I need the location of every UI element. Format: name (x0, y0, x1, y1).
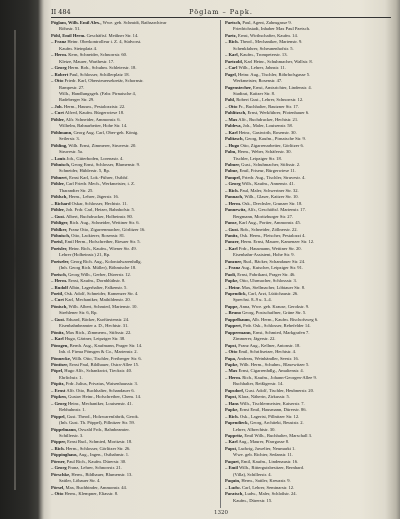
entry-details: Frdr. Julius, Privatus, Waisenhausstr. 3. (64, 381, 138, 387)
entry-name: – Karl, (225, 52, 239, 58)
entry-details: Osk., Drechsler, Grunaer Str. 18. (241, 200, 303, 206)
entry-details: Aug., Ingen., Ostbahnstr. 1. (77, 452, 130, 458)
entry-details: Sattler, Löbauer Str. 4. (59, 478, 101, 484)
entry-name: Palme, (225, 168, 239, 174)
entry-details: Heinr. Rich., Kaufm., Wiener Str. 49. (67, 245, 137, 251)
entry-name: Pappelbaum, (225, 316, 251, 322)
entry-details: Alfred, Kaufm. Bürgerwiese 18. (63, 110, 125, 116)
entry-details: Andreas, Weinhändler, Seestr. 16. (236, 355, 300, 361)
entry-name: – Curt (51, 110, 64, 116)
entry-name: Paquet, (225, 458, 240, 464)
entry-details: Emil, Kaufm., Lindenaustr. 16. (239, 458, 299, 464)
entry-details: Georg Rich. Aug., Kolonialwarenhdlg. (69, 258, 142, 264)
entry-details: Ernst Paul, Bildhauer, Ostra-Allee 15. (68, 362, 140, 368)
entry-details: Geschäftsf. Meißner Str. 14. (85, 32, 139, 38)
entry-details: Heinr., Mechaniker, Louisenstr. 41. (66, 400, 133, 406)
entry-name: – Emil (225, 465, 238, 471)
entry-details: Gustav Heinr., Hofschreiber, Chem. 14. (66, 394, 142, 400)
entry-name: – Rich. (225, 413, 239, 419)
entry-name: Palm, (225, 149, 237, 155)
entry-name: – Otto (51, 491, 64, 497)
entry-details: Aug., Kutscher, Leipziger Str. 91. (240, 265, 304, 271)
entry-name: – Franz (225, 265, 241, 271)
entry-name: – Max (225, 368, 238, 374)
entry-details: (Inh. Georg Rich. Müller), Böhmische 18. (59, 265, 137, 271)
entry-name: Panzner, (225, 258, 243, 264)
entry-name: Papsdorf, (225, 387, 245, 393)
entry-name: Pöhler, (51, 181, 65, 187)
entry-details: Kaufm., Dürerstr. 15. (233, 497, 273, 503)
entry-name: – Rudolf (51, 284, 68, 290)
spine-shadow (14, 30, 16, 490)
entry-name: – Karl (225, 245, 238, 251)
entry-name: Paratsch, (225, 491, 244, 497)
entry-details: Bernh. Aug., Kaufmann, Prager Str. 14. (68, 342, 143, 348)
entry-name: Pappritz, (225, 433, 244, 438)
entry-name: – Franz (51, 39, 67, 45)
entry-name: Pagenstecher, (225, 84, 252, 90)
entry-details: Carl, Lehrer, Seminarstr. 12. (240, 484, 295, 490)
entry-details: Inh. d. Firma Pönsgen & Co., Marienstr. 2. (59, 349, 138, 355)
entry-name: – Gust. (225, 226, 240, 232)
entry-details: Georg, Kaufm., Pirnaische Str. 9. (243, 136, 306, 142)
entry-name: – Herm. (51, 52, 68, 58)
right-column (225, 20, 390, 504)
entry-details: Herm., Hausm., Pestalozzistr. 22. (62, 103, 126, 109)
entry-details: Paul, Maler, Schweriner Str. 32. (238, 187, 299, 193)
entry-name: Pahl, (225, 97, 236, 103)
page-title: Pöglam – Papk. (189, 8, 253, 16)
entry-details: Albin, Lagerhalter, Falkenstr. 5. (67, 284, 128, 290)
entry-details: Rud., Bäcker, Schandauer Str. 24. (242, 258, 306, 264)
entry-details: Schneider, Hüblerstr. 5, Rp. (59, 168, 110, 174)
entry-name: – Joh. (51, 103, 63, 109)
entry-name: Pannewitz, (225, 207, 247, 213)
entry-name: Poeisch, (51, 271, 67, 277)
entry-details: Franz Aug., Kellner, Antonstr. 18. (237, 342, 301, 348)
entry-name: – Heinr. (225, 284, 241, 290)
entry-details: Herm. Rob., Schuhm. Schleierstr. 18. (66, 65, 137, 71)
entry-details: Kaufm. Steinplatz 4. (59, 45, 98, 51)
entry-details: Klara, Näherin, Zirkusstr. 5. (237, 394, 290, 400)
entry-details: Herm., Bildhauer, Blumenstr. 13. (70, 471, 133, 477)
entry-details: Wilh. Ernst, Zimmerer, Struvestr. 20. (67, 142, 137, 148)
entry-name: Pönisch, (51, 303, 68, 309)
entry-name: Pöntiser, (51, 362, 69, 368)
entry-details: Gust., Schuhmacher, Stiftsstr. 2. (240, 161, 301, 167)
entry-name: Pappermann, (225, 329, 252, 335)
entry-name: Papendick, (225, 291, 247, 297)
entry-details: Herm., Schlosser, Görlitzer Str. 26. (64, 445, 131, 451)
entry-name: Pöppelmann, (51, 426, 77, 432)
entry-name: Papke, (225, 278, 239, 284)
entry-details: Heinr. Oberkontrolleur i. Z. 4, Südvorst. (66, 39, 142, 45)
entry-name: – Robert (51, 71, 69, 77)
entry-details: Osk. Adolf, Schneider, Kamenzer Str. 4. (63, 291, 139, 297)
entry-details: Karl, Mechaniker, Mathildenstr. 20. (63, 297, 131, 303)
entry-name: Pöhnert, (51, 174, 68, 180)
entry-name: Poeitl, (51, 291, 64, 297)
entry-name: – Otto (51, 78, 64, 84)
entry-name: Pöhlsch, (51, 194, 68, 200)
entry-details: Seilerstr. 3. (59, 136, 80, 142)
entry-details: Tischler, Leipziger Str. 18. (233, 155, 282, 161)
entry-details: Rampestr. 27. (59, 84, 85, 90)
entry-name: Paoli, (225, 271, 237, 277)
entry-details: Wwe. geb. Schmidt, Rathsarchivar (101, 20, 167, 25)
entry-details: Wwe. geb. Richter, Sedanstr. 11. (233, 452, 293, 458)
entry-details: Rich. Aug., Schneider, Wettiner Str. 6. (68, 220, 140, 226)
entry-name: Papke, (225, 407, 239, 413)
entry-details: Herm., Lehrer, Jägerstr. 16. (67, 194, 119, 200)
entry-name: – Gust. (51, 316, 66, 322)
entry-details: Joh., Güterboden, Lorenzstr. 4. (65, 155, 124, 161)
entry-details: Oskar, Schlosser, Hechtstr. 11. (70, 200, 128, 206)
entry-details: Strehlener Str. 6, Rp. (59, 310, 98, 316)
entry-details: Herm., Klempner, Eliasstr. 8. (63, 491, 119, 497)
entry-details: Eisenbahn-Assistent, Hohe Str. 9. (233, 252, 295, 258)
entry-details: Eisenbahnbeamter a. D., Hechtstr. 31. (59, 323, 129, 329)
entry-details: Struvestr. 5a. (59, 149, 84, 155)
entry-details: Osk., Lagerist, Pillnitzer Str. 12. (238, 413, 300, 419)
entry-name: Papst, (225, 445, 238, 451)
entry-details: Wilh. Albert, Schmied, Marienstr. 10. (67, 303, 138, 309)
entry-name: – Hugo (225, 142, 240, 148)
entry-name: – Gust. (51, 213, 66, 219)
entry-name: Pöhlker, (51, 226, 68, 232)
entry-details: Werkmeister, Rosenstr. 47. (233, 78, 283, 84)
entry-details: Heinr. Aug., Tischler, Röhrhofsgasse 5. (236, 71, 311, 77)
directory-entry (225, 498, 390, 504)
left-column (51, 20, 216, 498)
entry-name: Pörschke, (51, 471, 71, 477)
entry-details: Eduard, Bäcker, Kurfürstenstr. 24. (65, 316, 130, 322)
entry-details: Joh. Frdr. Carl, Heizer, Bahnhofstr. 5. (64, 207, 135, 213)
entry-name: – Rich. (51, 445, 65, 451)
entry-details: Rob., Schneider, Zöllnerstr. 22. (239, 226, 298, 232)
entry-details: (Villa), Schillerstr. 4. (233, 471, 272, 477)
entry-details: Alfr., Geschäftsf. Marienstr. 17. (246, 207, 306, 213)
entry-name: Paquin, (225, 478, 241, 484)
directory-entry (51, 491, 216, 497)
entry-name: – Georg (225, 181, 241, 187)
entry-details: Ehrlichstr. 1. (59, 374, 83, 380)
entry-details: Karl Aug., Portier, Ammonstr. 45. (237, 220, 302, 226)
entry-name: – Rich. (225, 39, 239, 45)
entry-details: Ernst Rud., Schmied, Moritzstr. 18. (66, 439, 133, 445)
entry-details: Karl Heinr., Schuhmacher, Wallstr. 8. (243, 58, 313, 64)
entry-details: Friedrichstadt, Inhaber Max Paul Paetsch. (233, 26, 311, 32)
entry-name: Papst, (225, 342, 238, 348)
entry-details: Carl Friedr. Mech., Werkmeister, i. Z. (64, 181, 136, 187)
entry-details: Ludwig, Juwelier, Neumarkt 1. (237, 445, 296, 451)
entry-name: – Herm. (225, 200, 242, 206)
header-rule (51, 17, 391, 18)
entry-details: Emil, Schriftsetzer, Hechtstr. 4. (237, 349, 297, 355)
entry-details: Alfr., Buchdrucker, Hechtstr. 21. (237, 116, 299, 122)
entry-name: Pöpel, (51, 368, 64, 374)
entry-name: – Georg (51, 400, 67, 406)
entry-details: Alfr. Schneider, Ammonstr. 6. (64, 116, 121, 122)
page-number: II 484 (51, 8, 71, 16)
entry-details: Gust. Adolf, Tischler, Heubnerstr. 20. (244, 387, 315, 393)
entry-details: Ernst Karl, Lok.-Führer, Ostbhf. (67, 174, 129, 180)
entry-details: Georg Aug. Carl, Ober-geh. König. (72, 129, 139, 135)
entry-details: Wilh., Handlungsgeh. (Fabr. Pirnaische 4, (59, 90, 137, 96)
entry-name: – Karl (51, 336, 64, 342)
entry-name: Panitz, (225, 232, 239, 238)
entry-name: Poeisl, (51, 239, 64, 245)
entry-details: Max Rich., Zimmerm., Stiftsstr. 22. (64, 329, 132, 335)
entry-details: Radeberger Str. 29. (59, 97, 95, 103)
book-spine (0, 0, 44, 519)
entry-details: Friedr. Aug., Tischler, Struvestr. 4. (240, 174, 306, 180)
entry-name: Papke, (225, 362, 239, 368)
entry-details: Max, Stellmacher, Löbtauer Str. 8. (240, 284, 306, 290)
entry-details: Wilh. Otto, Tischler, Freiberger Str. 6. (71, 355, 142, 361)
entry-details: Frdr., Hausmann, Wettiner Str. 20. (237, 245, 302, 251)
entry-details: Schenkfahrer, Scheunenhofstr. 5. (233, 45, 294, 51)
entry-details: Otto, Lackierer, Rosenstr. 81. (70, 232, 126, 238)
entry-name: – Curt (51, 297, 64, 303)
entry-name: Pöhnisch, (51, 232, 71, 238)
page-footer: 1320 (214, 510, 228, 516)
entry-name: Pörner, (51, 458, 66, 464)
entry-details: Ernst, Amtsrichter, Lindenstr. 4. (251, 84, 312, 90)
entry-name: – Hans (225, 400, 239, 406)
entry-details: Buchhalter, Reißigerstr. 14. (233, 381, 284, 387)
entry-details: Wilh., Glaser, Kaitzer Str. 10. (243, 194, 299, 200)
entry-details: Lehrer, Albrechtstr. 30. (233, 426, 276, 432)
entry-details: Ernst Emil, Hausmann, Dürerstr. 86. (238, 407, 307, 413)
entry-details: Ernst, Kaufm., Dornblüthstr. 8. (67, 278, 126, 284)
entry-details: Wilh., Tischlermeister, Kaiserstr. 7. (238, 400, 305, 406)
entry-name: Paetzold, (225, 58, 243, 64)
entry-details: Herm., Weber, Schäferstr. 30. (236, 149, 292, 155)
entry-name: – Rich. (225, 187, 239, 193)
entry-details: Herm., Sattler, Kreuzstr. 9. (240, 478, 291, 484)
entry-details: Zimmerer, Jägerstr. 22. (233, 336, 276, 342)
entry-name: Pöhler, (51, 207, 65, 213)
entry-details: Theod., Mechaniker, Marienstr. 9. (238, 39, 303, 45)
entry-name: – Georg (51, 465, 67, 471)
entry-name: – Carl (225, 65, 238, 71)
entry-details: Georg, Architekt, Beuststr. 2. (248, 420, 304, 426)
entry-details: Rich., Kaufm., Johann-Georgen-Allee 9. (241, 374, 317, 380)
entry-details: Georg Wilh., Gerber, Dürerstr. 12. (66, 271, 131, 277)
entry-details: Franz, Lehrer, Schnorrstr. 21. (66, 465, 122, 471)
entry-name: Pöhliger, (51, 220, 69, 226)
entry-name: Pöppel, (51, 413, 66, 419)
entry-name: – Ernst (51, 387, 66, 393)
entry-name: Panzer, (225, 239, 240, 245)
entry-name: – Otto (225, 103, 238, 109)
entry-name: Papst, (225, 394, 238, 400)
entry-details: Oswald Frdr., Bahnbeamter. (76, 426, 130, 432)
entry-details: Alfr. Otto, Buchhalter, Schandauer 6. (65, 387, 135, 393)
entry-name: Pörsel, (51, 484, 65, 490)
entry-details: Ludw., Maler, Schloßstr. 24. (243, 491, 297, 497)
entry-details: Kletze, Maurer, Warthestr. 17. (59, 58, 115, 64)
entry-name: Pöhnisch, (51, 161, 71, 167)
entry-name: Pannach, (225, 194, 244, 200)
entry-details: Otto, Zigarrenarbeiter, Görlitzer 6. (239, 142, 304, 148)
entry-name: Pöpitz, (51, 381, 65, 387)
entry-details: Röhrstr. 51. (59, 26, 81, 32)
entry-details: Carl, Arzt, Lüttichaustr. 26. (246, 291, 299, 297)
entry-name: Poeiseler, (51, 258, 70, 264)
entry-details: Paul, Schlosser, Schillerplatz 18. (68, 71, 130, 77)
entry-name: Palitzsch, (225, 136, 244, 142)
entry-name: – Karl (225, 129, 238, 135)
entry-details: Aug., Maurer, Pfarrgasse 8. (237, 439, 290, 445)
entry-details: Rebhuhnstr. 1. (59, 407, 86, 413)
entry-details: Bergmann, Moritzburger Str. 27. (233, 213, 294, 219)
entry-details: Alb. Herm., Kaufm. Bischofsweg 6. (250, 316, 319, 322)
entry-name: Palmer, (225, 161, 241, 167)
entry-name: – Karl (225, 439, 238, 445)
entry-details: Max, Buchbinder, Ammonstr. 44. (64, 484, 127, 490)
entry-name: Pöhler, (51, 116, 65, 122)
entry-details: Wilh., Kaufm., Annenstr. 41. (240, 181, 295, 187)
entry-name: Pöglam, Wilh. Emil Alex., (51, 20, 102, 25)
entry-name: Paetsch, (225, 20, 242, 25)
entry-details: Joh., Maler, Louisenstr. 58. (241, 123, 293, 129)
entry-details: Paul Rich., Kaufm. Dürerstr. 30. (65, 458, 127, 464)
entry-name: Pahlitzsch, (225, 110, 247, 116)
entry-details: Emil, Friseur, Bürgerwiese 11. (238, 168, 296, 174)
entry-name: Pöhlmann, (51, 129, 73, 135)
entry-details: Schillerstr. 3. (59, 433, 84, 438)
entry-details: Lehrer (Holbeinstr.) 21, Rp. (59, 252, 111, 258)
entry-details: Friedr. Karl, Obersteuersekretär, Schornstr. (63, 78, 144, 84)
entry-name: Pöhling, (51, 142, 68, 148)
entry-details: Georg, Postschaffner, Grüne Str. 5. (240, 310, 307, 316)
entry-name: Papa, (225, 355, 237, 361)
entry-name: Paldeva, (225, 123, 242, 129)
entry-details: Kaufm., Trompeterstr. 13. (238, 52, 288, 58)
entry-details: Hugo, Gärtner, Leipziger Str. 38. (63, 336, 126, 342)
entry-details: Ernst, Werkführer, Pfotenhauer 6. (246, 110, 310, 116)
entry-name: Pönitz, (51, 329, 65, 335)
entry-details: Hugo Alfr., Schankwirt, Tieckstr. 40. (63, 368, 133, 374)
entry-name: Poeisler, (51, 245, 68, 251)
entry-details: Paul, Agent, Zahnsgasse 9. (241, 20, 292, 25)
entry-name: Pöpper, (51, 439, 67, 445)
entry-details: Ernst, Schmied, Markgrafen 7. (251, 329, 310, 335)
entry-details: Emil Wilh., Buchhalter, Marschall 3. (243, 433, 313, 438)
entry-details: Ernst, Cigarrenhdlg., Amalienstr. 4. (237, 368, 304, 374)
entry-details: Otto, Uhrmacher, Schlossstr. 3. (238, 278, 297, 284)
entry-name: – Bruno (225, 310, 241, 316)
entry-name: – Otto (225, 349, 238, 355)
entry-details: Gust. Theod., Holzwarenfabrik, Gerok. (65, 413, 139, 419)
entry-details: Franz Otto, Zigarrenmacher, Görlitzer 16. (67, 226, 146, 232)
entry-details: Kern, Schneider, Schnorrstr. 60. (67, 52, 128, 58)
entry-name: – Max (225, 116, 238, 122)
entry-name: – Herm. (225, 374, 242, 380)
entry-name: – Ludw. (225, 484, 241, 490)
entry-details: Stadtrat, Kaitzer Str. 8. (233, 90, 276, 96)
entry-name: Pöppinghaus, (51, 452, 78, 458)
entry-details: Anna, Wwe. geb. Krause, Gerokstr. 9. (238, 303, 310, 309)
entry-details: Georg Ernst, Schlosser, Blumenstr. 9. (70, 161, 141, 167)
entry-details: Tharandter Str. 25. (59, 187, 94, 193)
entry-details: Herm. Ernst, Maurer, Kamenzer Str. 12. (239, 239, 315, 245)
directory-page (47, 6, 395, 516)
entry-details: Emil Herm., Hofschreiber, Riesaer Str. 5. (63, 239, 141, 245)
entry-details: Ernst, Fabrikant, Prager Str. 46. (236, 271, 296, 277)
entry-details: Wilh. Herm., Schuhm., Blasewitzer 5. (238, 362, 310, 368)
entry-name: – Herm. (51, 278, 68, 284)
entry-name: – Georg (51, 65, 67, 71)
entry-name: Papendieck, (225, 420, 249, 426)
entry-name: Pappe, (225, 303, 239, 309)
entry-name: Pappert, (225, 323, 242, 329)
column-divider (220, 20, 221, 508)
entry-name: – Richard (51, 200, 71, 206)
entry-name: Panse, (225, 220, 238, 226)
entry-name: Pagel, (225, 71, 237, 77)
entry-details: Osk. Herm., Fleischer, Pestalozzi 4. (238, 232, 306, 238)
entry-details: (Inh. Gust. Th. Pöppel), Pillnitzer Str. 59. (59, 420, 135, 426)
entry-name: Paetz, (225, 32, 237, 38)
entry-details: Heinr., Gastwirth, Rosenstr. 30. (237, 129, 297, 135)
entry-details: Sprechst. 8–9 u. 3–4. (233, 297, 272, 303)
entry-name: Pönsgen, (51, 342, 69, 348)
entry-details: Fr., Buchhalter, Bautzner Str. 17. (237, 103, 299, 109)
entry-details: Robert Gust., Lehrer, Schnorrstr. 12. (235, 97, 304, 103)
entry-details: Wilh., Lehrer, Jahnstr. 11. (237, 65, 286, 71)
entry-name: Pampel, (225, 174, 241, 180)
entry-details: Frdr. Osk., Schlosser, Rehefelder 14. (241, 323, 311, 329)
entry-details: Albert, Buchdrucker, Holbeinstr. 80. (65, 213, 133, 219)
entry-name: – Louis (51, 155, 66, 161)
entry-details: Wilhelm, Bahnarbeiter, Hohe Str. 14. (59, 123, 128, 129)
entry-details: Wilh., Rittergutsbesitzer, Bernhard. (237, 465, 305, 471)
entry-name: Pöhl, Emil Herm. (51, 32, 86, 38)
entry-name: Pöpken, (51, 394, 67, 400)
entry-details: Ernst, Wirthschafter, Kaufm. 14. (236, 32, 298, 38)
entry-name: Pönnecke, (51, 355, 72, 361)
